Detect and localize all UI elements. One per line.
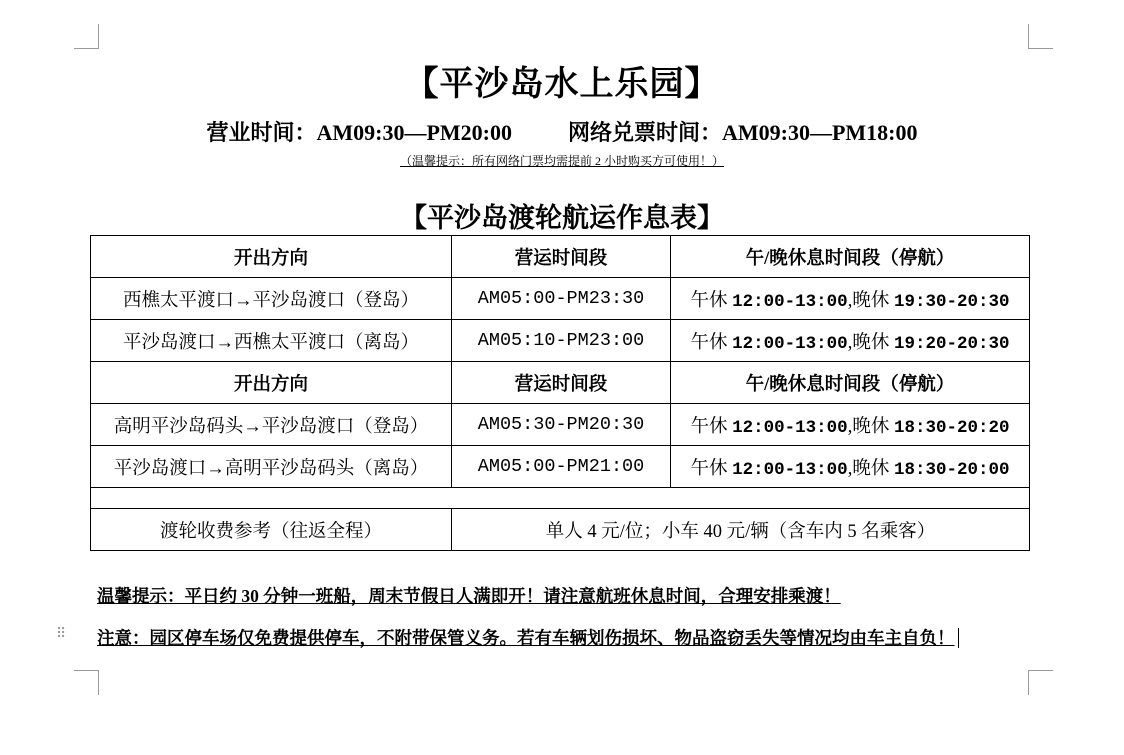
night-label: ,晚休	[847, 332, 890, 353]
page-corner-top-right	[1028, 24, 1053, 49]
noon-time: 12:00-13:00	[732, 333, 848, 354]
night-time: 19:20-20:30	[893, 333, 1010, 354]
header-hours: 营运时间段	[452, 362, 671, 404]
table-spacer-row	[91, 488, 1030, 509]
header-rest: 午/晚休息时间段（停航）	[671, 362, 1030, 404]
night-label: ,晚休	[847, 290, 890, 311]
night-time: 19:30-20:30	[893, 291, 1010, 312]
header-direction: 开出方向	[91, 236, 452, 278]
fee-row	[91, 509, 1030, 551]
business-hours: 营业时间：AM09:30—PM20:00	[206, 120, 512, 145]
page-corner-bottom-left	[74, 670, 99, 695]
hours-cell: AM05:10-PM23:00	[452, 320, 671, 362]
schedule-title: 【平沙岛渡轮航运作息表】	[400, 203, 724, 233]
direction-cell: 高明平沙岛码头→平沙岛渡口（登岛）	[91, 404, 452, 446]
page-title: 【平沙岛水上乐园】	[404, 66, 720, 103]
noon-label: 午休	[690, 332, 728, 353]
text-cursor	[958, 628, 959, 648]
table-header-row	[91, 236, 1030, 278]
online-redeem-hours: 网络兑票时间：AM09:30—PM18:00	[568, 120, 918, 145]
fee-label-cell: 渡轮收费参考（往返全程）	[91, 509, 452, 551]
page-corner-top-left	[74, 24, 99, 49]
noon-label: 午休	[690, 458, 728, 479]
header-direction: 开出方向	[91, 362, 452, 404]
hours-cell: AM05:00-PM21:00	[452, 446, 671, 488]
direction-cell: 平沙岛渡口→高明平沙岛码头（离岛）	[91, 446, 452, 488]
noon-time: 12:00-13:00	[732, 459, 848, 480]
noon-time: 12:00-13:00	[732, 291, 848, 312]
noon-time: 12:00-13:00	[732, 417, 848, 438]
hours-cell: AM05:00-PM23:30	[452, 278, 671, 320]
night-label: ,晚休	[847, 416, 890, 437]
hours-cell: AM05:30-PM20:30	[452, 404, 671, 446]
note-parking	[97, 625, 959, 650]
noon-label: 午休	[690, 290, 728, 311]
reminder-text: （温馨提示：所有网络门票均需提前 2 小时购买方可使用！）	[399, 154, 724, 168]
table-row	[91, 278, 1030, 320]
header-rest: 午/晚休息时间段（停航）	[671, 236, 1030, 278]
night-time: 18:30-20:00	[893, 459, 1010, 480]
table-row	[91, 446, 1030, 488]
page-corner-bottom-right	[1028, 670, 1053, 695]
direction-cell: 西樵太平渡口→平沙岛渡口（登岛）	[91, 278, 452, 320]
rest-cell	[671, 320, 1030, 362]
hours-line	[0, 116, 1124, 147]
night-label: ,晚休	[847, 458, 890, 479]
table-row	[91, 404, 1030, 446]
rest-cell	[671, 404, 1030, 446]
noon-label: 午休	[690, 416, 728, 437]
drag-handle-icon[interactable]: ⠿	[56, 626, 64, 642]
rest-cell	[671, 278, 1030, 320]
fee-value-cell: 单人 4 元/位；小车 40 元/辆（含车内 5 名乘客）	[452, 509, 1030, 551]
table-header-row	[91, 362, 1030, 404]
spacer-cell	[91, 488, 1030, 509]
reminder-line	[0, 152, 1124, 169]
night-time: 18:30-20:20	[893, 417, 1010, 438]
table-row	[91, 320, 1030, 362]
note-warm-reminder	[97, 583, 841, 608]
ferry-schedule-table	[90, 235, 1030, 551]
header-hours: 营运时间段	[452, 236, 671, 278]
rest-cell	[671, 446, 1030, 488]
note-parking-text: 注意：园区停车场仅免费提供停车，不附带保管义务。若有车辆划伤损坏、物品盗窃丢失等情况均由车主自负！	[97, 628, 955, 648]
note-warm-reminder-text: 温馨提示：平日约 30 分钟一班船，周末节假日人满即开！请注意航班休息时间，合理安排乘渡！	[97, 586, 841, 606]
direction-cell: 平沙岛渡口→西樵太平渡口（离岛）	[91, 320, 452, 362]
